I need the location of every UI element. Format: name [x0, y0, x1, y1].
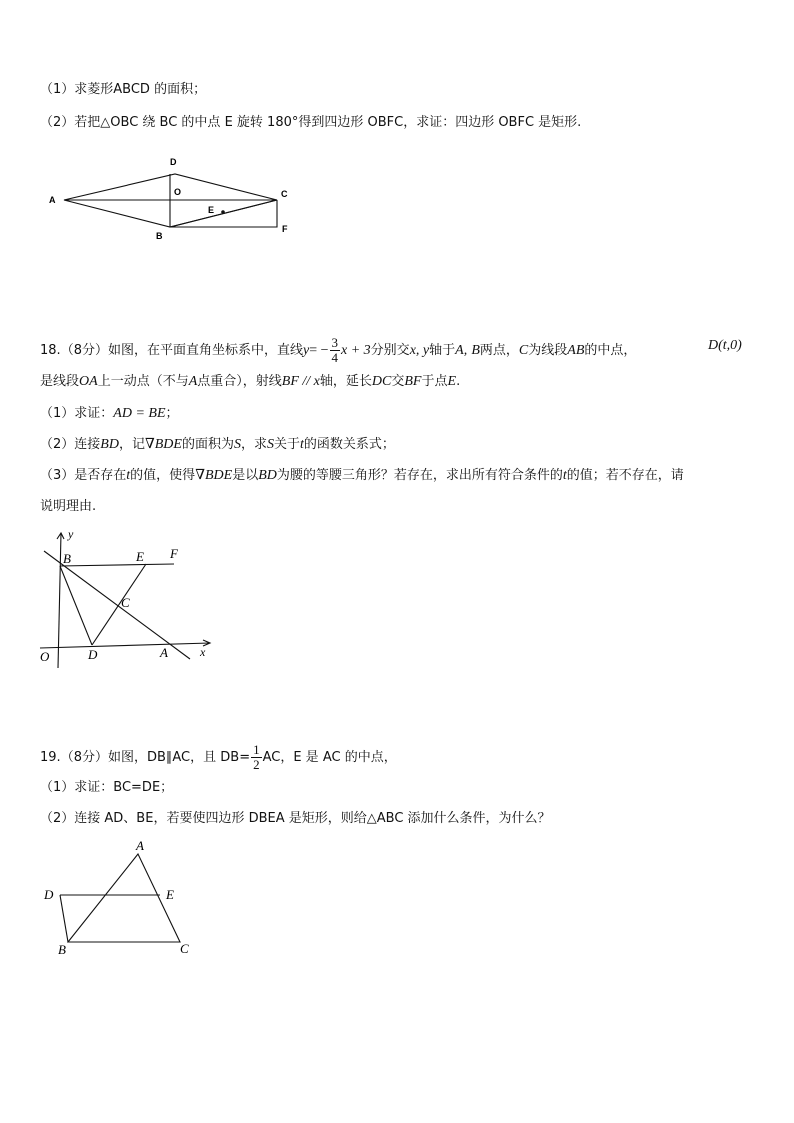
q18-text: 交 [391, 374, 405, 389]
q18-segment: DC [371, 374, 392, 389]
axis-y-label: y [68, 527, 74, 541]
q19-number: 19. [40, 750, 61, 765]
q18-point: E [447, 374, 457, 389]
q18-text: 的值，使得 [130, 468, 196, 483]
label-a: A [136, 838, 144, 853]
q19-part1: （1）求证：BC=DE； [40, 780, 174, 795]
axis-x-label: x [200, 645, 206, 659]
q18-text: 为腰的等腰三角形？若存在，求出所有符合条件的 [276, 468, 563, 483]
q18-var: S [233, 437, 241, 452]
q18-var: t [126, 468, 131, 483]
line-eq-lhs: y [302, 343, 310, 358]
q18-text: 关于 [274, 437, 301, 452]
q18-text: ，求 [240, 437, 267, 452]
label-b: B [58, 942, 66, 957]
q18-part3-line2: 说明理由. [40, 499, 97, 514]
q18-fraction [330, 336, 341, 365]
q18-text: 上一动点（不与 [97, 374, 189, 389]
line-eq-prefix: = − [309, 343, 329, 358]
q18-text: 是以 [232, 468, 259, 483]
q18-stem-line1 [40, 336, 636, 365]
label-c: C [281, 189, 288, 199]
q18-var: S [267, 437, 274, 452]
frac-den: 4 [331, 350, 338, 365]
q18-text: 两点， [479, 343, 519, 358]
q18-text: 的值；若不存在，请 [566, 468, 684, 483]
q18-text: 的函数关系式； [303, 437, 395, 452]
q18-part2 [40, 435, 395, 455]
label-b: B [63, 551, 71, 566]
q18-point-d: D(t,0) [708, 338, 742, 353]
q18-text: 的中点， [584, 343, 637, 358]
q18-text: 为线段 [528, 343, 568, 358]
label-o: O [174, 187, 182, 197]
q18-triangle: ∇BDE [144, 437, 182, 452]
label-f: F [282, 224, 288, 234]
q19-stem [40, 743, 397, 772]
q18-part1 [40, 404, 179, 424]
line-eq-suffix: x + 3 [341, 343, 371, 358]
q17-part1: （1）求菱形ABCD 的面积； [40, 82, 207, 97]
q18-segment: BD [100, 437, 119, 452]
label-e: E [136, 549, 144, 564]
q18-point: C [518, 343, 529, 358]
q18-text: （1）求证： [40, 406, 114, 421]
label-b: B [156, 231, 163, 240]
q19-text: AC，E 是 AC 的中点， [262, 750, 397, 765]
q18-text: 是线段 [40, 374, 80, 389]
label-a: A [160, 645, 168, 660]
q18-point: A [188, 374, 198, 389]
q18-segment: BD [258, 468, 277, 483]
frac-num: 3 [331, 335, 338, 350]
q17-rhombus-figure [40, 150, 310, 240]
q18-segment: OA [79, 374, 98, 389]
q18-var: t [562, 468, 567, 483]
q18-equation: AD = BE [113, 406, 166, 421]
q18-text: ，记 [118, 437, 145, 452]
q18-coordinate-figure [30, 525, 220, 675]
q19-figure [38, 838, 198, 958]
q17-part2: （2）若把△OBC 绕 BC 的中点 E 旋转 180°得到四边形 OBFC，求证：四边形 OBFC 是矩形. [40, 115, 582, 130]
q18-var: t [300, 437, 304, 452]
label-d: D [88, 647, 98, 662]
label-c: C [180, 941, 189, 956]
q18-stem-line2 [40, 372, 460, 392]
label-a: A [49, 195, 56, 205]
q18-text: 分别交 [370, 343, 410, 358]
q18-segment: AB [567, 343, 585, 358]
q18-text: 于点 [421, 374, 448, 389]
frac-num: 1 [253, 742, 260, 757]
q18-text: 轴于 [429, 343, 456, 358]
q18-segment: BF // x [281, 374, 320, 389]
label-c: C [121, 595, 130, 610]
q19-part2: （2）连接 AD、BE，若要使四边形 DBEA 是矩形，则给△ABC 添加什么条件，为什么？ [40, 811, 551, 826]
label-e: E [208, 205, 215, 215]
q18-point: B [471, 343, 480, 358]
label-origin: O [40, 649, 50, 664]
q18-triangle: ∇BDE [195, 468, 233, 483]
q18-score: （8分） [60, 343, 108, 358]
q18-text: 轴，延长 [319, 374, 372, 389]
q18-text: 如图，在平面直角坐标系中，直线 [107, 343, 303, 358]
frac-den: 2 [253, 757, 260, 772]
label-e: E [166, 887, 174, 902]
q18-text: ； [165, 406, 179, 421]
q19-score: （8分） [60, 750, 108, 765]
label-d: D [170, 157, 177, 167]
q19-fraction [251, 743, 262, 772]
q18-part3 [40, 466, 684, 486]
q18-text: （3）是否存在 [40, 468, 127, 483]
q18-text: 点重合），射线 [197, 374, 282, 389]
q18-number: 18. [40, 343, 61, 358]
point-e-dot [221, 210, 225, 214]
q18-point: A, [455, 343, 468, 358]
label-f: F [170, 546, 178, 561]
q19-text: 如图，DB∥AC，且 DB= [107, 750, 251, 765]
label-d: D [44, 887, 54, 902]
q18-segment: BF [404, 374, 422, 389]
q18-text: 的面积为 [181, 437, 234, 452]
q18-axes: x, y [409, 343, 430, 358]
q18-text: （2）连接 [40, 437, 101, 452]
q18-text: . [456, 374, 461, 389]
